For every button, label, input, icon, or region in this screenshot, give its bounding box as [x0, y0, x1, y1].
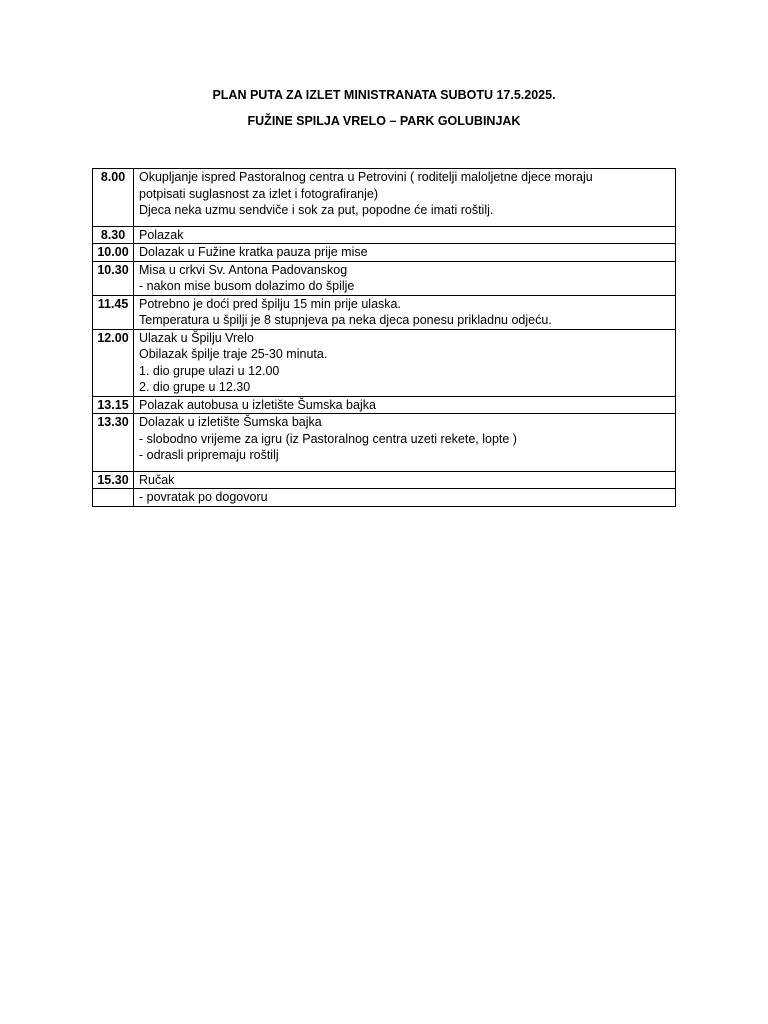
description-cell	[134, 295, 676, 329]
description-line: Temperatura u špilji je 8 stupnjeva pa neka djeca ponesu prikladnu odjeću.	[139, 313, 552, 327]
time-cell: 8.00	[93, 169, 134, 227]
description-cell	[134, 489, 676, 507]
description-line: Dolazak u Fužine kratka pauza prije mise	[139, 245, 368, 259]
document-title: PLAN PUTA ZA IZLET MINISTRANATA SUBOTU 17.5.2025.	[212, 88, 556, 102]
document-subtitle: FUŽINE SPILJA VRELO – PARK GOLUBINJAK	[247, 114, 521, 128]
description-line: Ulazak u Špilju Vrelo	[139, 330, 254, 345]
time-cell: 10.00	[93, 244, 134, 262]
description-line: - odrasli pripremaju roštilj	[139, 448, 279, 462]
table-row	[93, 396, 676, 414]
description-line: Polazak	[139, 227, 184, 242]
schedule-table	[92, 168, 676, 507]
description-line: potpisati suglasnost za izlet i fotografiranje)	[139, 186, 379, 201]
description-line: - povratak po dogovoru	[139, 490, 268, 504]
table-row	[93, 261, 676, 295]
description-cell	[134, 261, 676, 295]
description-line: Polazak autobusa u izletište Šumska bajka	[139, 397, 376, 412]
table-row	[93, 295, 676, 329]
table-row	[93, 489, 676, 507]
time-cell: 13.30	[93, 414, 134, 472]
description-line: Djeca neka uzmu sendviče i sok za put, popodne će imati roštilj.	[139, 203, 494, 217]
description-cell	[134, 471, 676, 489]
time-cell: 15.30	[93, 471, 134, 489]
description-line: 2. dio grupe u 12.30	[139, 380, 251, 394]
time-cell: 8.30	[93, 226, 134, 244]
time-cell: 13.15	[93, 396, 134, 414]
description-line: Dolazak u izletište Šumska bajka	[139, 415, 322, 429]
table-row	[93, 329, 676, 396]
description-cell	[134, 169, 676, 227]
description-cell	[134, 226, 676, 244]
description-line: Potrebno je doći pred špilju 15 min prije ulaska.	[139, 296, 401, 311]
description-cell	[134, 244, 676, 262]
table-row	[93, 226, 676, 244]
time-cell: 11.45	[93, 295, 134, 329]
description-cell	[134, 396, 676, 414]
time-cell: 12.00	[93, 329, 134, 396]
description-line: Ručak	[139, 472, 175, 487]
table-row	[93, 414, 676, 472]
description-line: Obilazak špilje traje 25-30 minuta.	[139, 347, 328, 361]
time-cell	[93, 489, 134, 507]
description-line: Misa u crkvi Sv. Antona Padovanskog	[139, 262, 348, 277]
description-line: Okupljanje ispred Pastoralnog centra u Petrovini ( roditelji maloljetne djece moraju	[139, 170, 593, 184]
table-row	[93, 471, 676, 489]
table-row	[93, 169, 676, 227]
description-line: - slobodno vrijeme za igru (iz Pastoralnog centra uzeti rekete, lopte )	[139, 431, 517, 446]
description-line: - nakon mise busom dolazimo do špilje	[139, 279, 355, 293]
description-line: 1. dio grupe ulazi u 12.00	[139, 363, 280, 378]
description-cell	[134, 414, 676, 472]
table-row	[93, 244, 676, 262]
time-cell: 10.30	[93, 261, 134, 295]
description-cell	[134, 329, 676, 396]
